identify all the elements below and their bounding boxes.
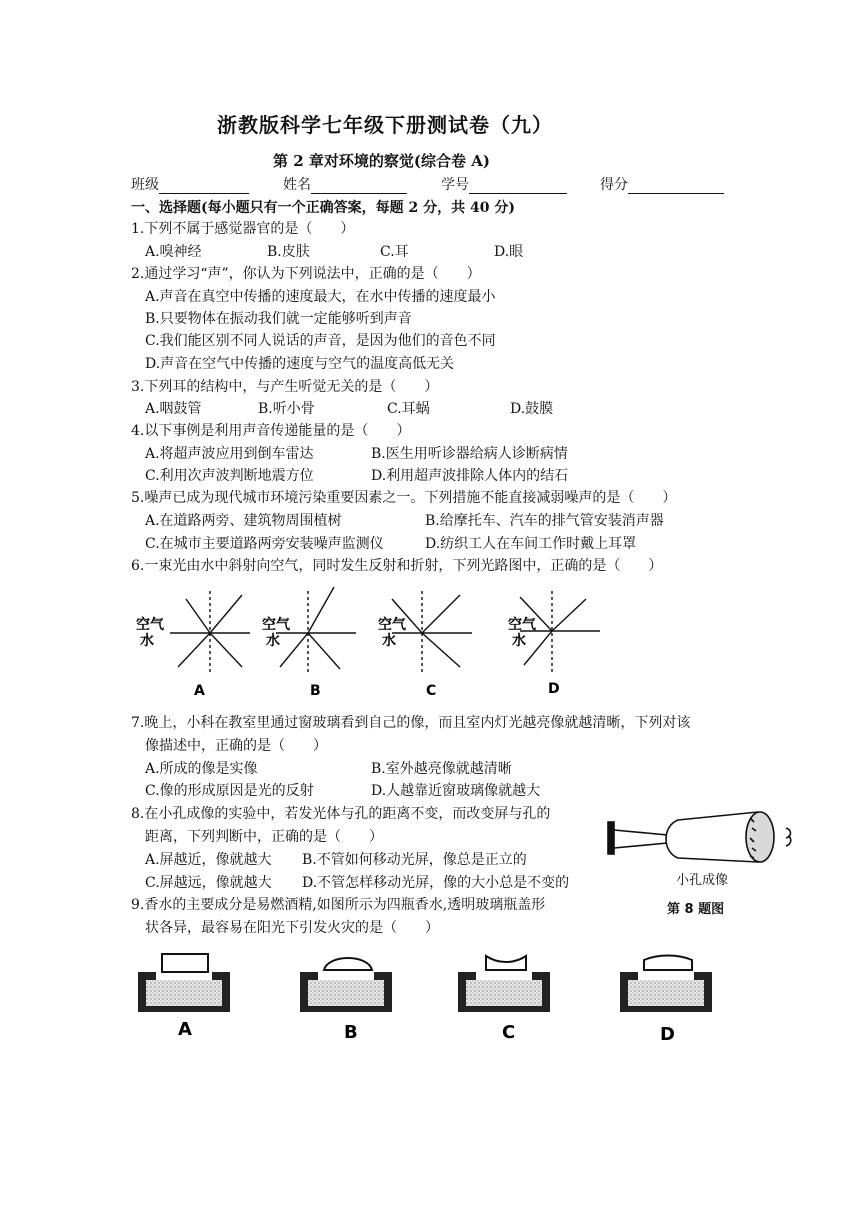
class-label: 班级	[131, 177, 159, 193]
q9-bottle-b	[300, 958, 392, 1012]
q9-label-d: D	[660, 1024, 675, 1045]
q6-c-water-label: 水	[382, 633, 396, 649]
q2-stem: 2.通过学习“声”，你认为下列说法中，正确的是（ ）	[131, 266, 481, 282]
q6-ray-diagrams	[130, 585, 610, 705]
q7-stem-line2: 像描述中，正确的是（ ）	[145, 738, 327, 754]
q4-option-d: D.利用超声波排除人体内的结石	[371, 468, 569, 484]
q8-option-b: B.不管如何移动光屏，像总是正立的	[302, 852, 527, 868]
q8-option-a: A.屏越近，像就越大	[145, 852, 272, 868]
q6-d-water-label: 水	[512, 633, 526, 649]
q5-option-a: A.在道路两旁、建筑物周围植树	[145, 513, 342, 529]
q9-bottle-d	[620, 956, 712, 1013]
q3-option-b: B.听小骨	[258, 401, 315, 417]
q3-option-d: D.鼓膜	[510, 401, 554, 417]
q6-label-c: C	[426, 683, 437, 699]
q4-option-a: A.将超声波应用到倒车雷达	[145, 446, 314, 462]
q6-label-d: D	[548, 681, 560, 697]
q1-option-c: C.耳	[380, 244, 409, 260]
q5-option-b: B.给摩托车、汽车的排气管安装消声器	[425, 513, 664, 529]
score-label: 得分	[600, 177, 628, 193]
q7-option-d: D.人越靠近窗玻璃像就越大	[371, 783, 541, 799]
name-blank	[311, 179, 407, 194]
q6-diagram-c	[392, 591, 472, 675]
q8-figure-label: 小孔成像	[676, 873, 729, 888]
name-label: 姓名	[283, 177, 311, 193]
q2-option-c: C.我们能区别不同人说话的声音，是因为他们的音色不同	[145, 333, 496, 349]
q6-a-water-label: 水	[140, 633, 154, 649]
q8-pinhole-figure	[600, 800, 800, 870]
q9-bottle-figures	[130, 950, 730, 1050]
q6-stem: 6.一束光由水中斜射向空气，同时发生反射和折射，下列光路图中，正确的是（ ）	[131, 558, 663, 574]
q5-option-c: C.在城市主要道路两旁安装噪声监测仪	[145, 536, 384, 552]
page-title: 浙教版科学七年级下册测试卷（九）	[217, 113, 553, 137]
q9-label-a: A	[178, 1019, 192, 1040]
q9-stem-line1: 9.香水的主要成分是易燃酒精,如图所示为四瓶香水,透明玻璃瓶盖形	[131, 897, 546, 913]
number-blank	[469, 179, 567, 194]
class-blank	[159, 179, 249, 194]
q6-diagram-d	[520, 591, 600, 675]
q9-stem-line2: 状各异，最容易在阳光下引发火灾的是（ ）	[145, 920, 439, 936]
q6-d-air-label: 空气	[508, 617, 536, 633]
q9-bottle-a	[138, 954, 230, 1012]
q8-figure-caption: 第 8 题图	[667, 902, 725, 917]
q6-diagram-a	[170, 591, 250, 675]
q7-option-a: A.所成的像是实像	[145, 761, 258, 777]
q4-option-c: C.利用次声波判断地震方位	[145, 468, 314, 484]
q6-a-air-label: 空气	[136, 617, 164, 633]
q9-label-b: B	[344, 1022, 358, 1043]
q1-stem: 1.下列不属于感觉器官的是（ ）	[131, 221, 355, 237]
q8-option-d: D.不管怎样移动光屏，像的大小总是不变的	[302, 875, 570, 891]
q7-stem-line1: 7.晚上，小科在教室里通过窗玻璃看到自己的像，而且室内灯光越亮像就越清晰，下列对该	[131, 715, 691, 731]
q3-stem: 3.下列耳的结构中，与产生听觉无关的是（ ）	[131, 379, 439, 395]
q6-c-air-label: 空气	[378, 617, 406, 633]
q1-option-b: B.皮肤	[267, 244, 310, 260]
number-label: 学号	[441, 177, 469, 193]
name-field	[283, 176, 407, 194]
q4-stem: 4.以下事例是利用声音传递能量的是（ ）	[131, 423, 411, 439]
class-field	[131, 176, 249, 194]
q6-b-air-label: 空气	[262, 617, 290, 633]
q7-option-b: B.室外越亮像就越清晰	[371, 761, 512, 777]
q1-option-d: D.眼	[494, 244, 524, 260]
q9-bottle-c	[458, 956, 550, 1012]
section-heading: 一、选择题(每小题只有一个正确答案，每题 2 分，共 40 分)	[131, 200, 515, 216]
q5-option-d: D.纺织工人在车间工作时戴上耳罩	[425, 536, 637, 552]
q2-option-a: A.声音在真空中传播的速度最大，在水中传播的速度最小	[145, 289, 496, 305]
q2-option-b: B.只要物体在振动我们就一定能够听到声音	[145, 311, 412, 327]
q6-label-b: B	[310, 683, 321, 699]
q8-option-c: C.屏越远，像就越大	[145, 875, 272, 891]
q5-stem: 5.噪声已成为现代城市环境污染重要因素之一。下列措施不能直接减弱噪声的是（ ）	[131, 490, 677, 506]
q6-b-water-label: 水	[266, 633, 280, 649]
q8-stem-line2: 距离，下列判断中，正确的是（ ）	[145, 829, 383, 845]
score-blank	[628, 179, 724, 194]
q1-option-a: A.嗅神经	[145, 244, 202, 260]
number-field	[441, 176, 567, 194]
q6-label-a: A	[194, 683, 205, 699]
page-subtitle: 第 2 章对环境的察觉(综合卷 A)	[273, 152, 490, 170]
q7-option-c: C.像的形成原因是光的反射	[145, 783, 314, 799]
q2-option-d: D.声音在空气中传播的速度与空气的温度高低无关	[145, 356, 455, 372]
score-field	[600, 176, 724, 194]
q3-option-c: C.耳蜗	[387, 401, 430, 417]
q4-option-b: B.医生用听诊器给病人诊断病情	[371, 446, 568, 462]
q8-stem-line1: 8.在小孔成像的实验中，若发光体与孔的距离不变，而改变屏与孔的	[131, 806, 551, 822]
q3-option-a: A.咽鼓管	[145, 401, 202, 417]
q9-label-c: C	[502, 1022, 516, 1043]
